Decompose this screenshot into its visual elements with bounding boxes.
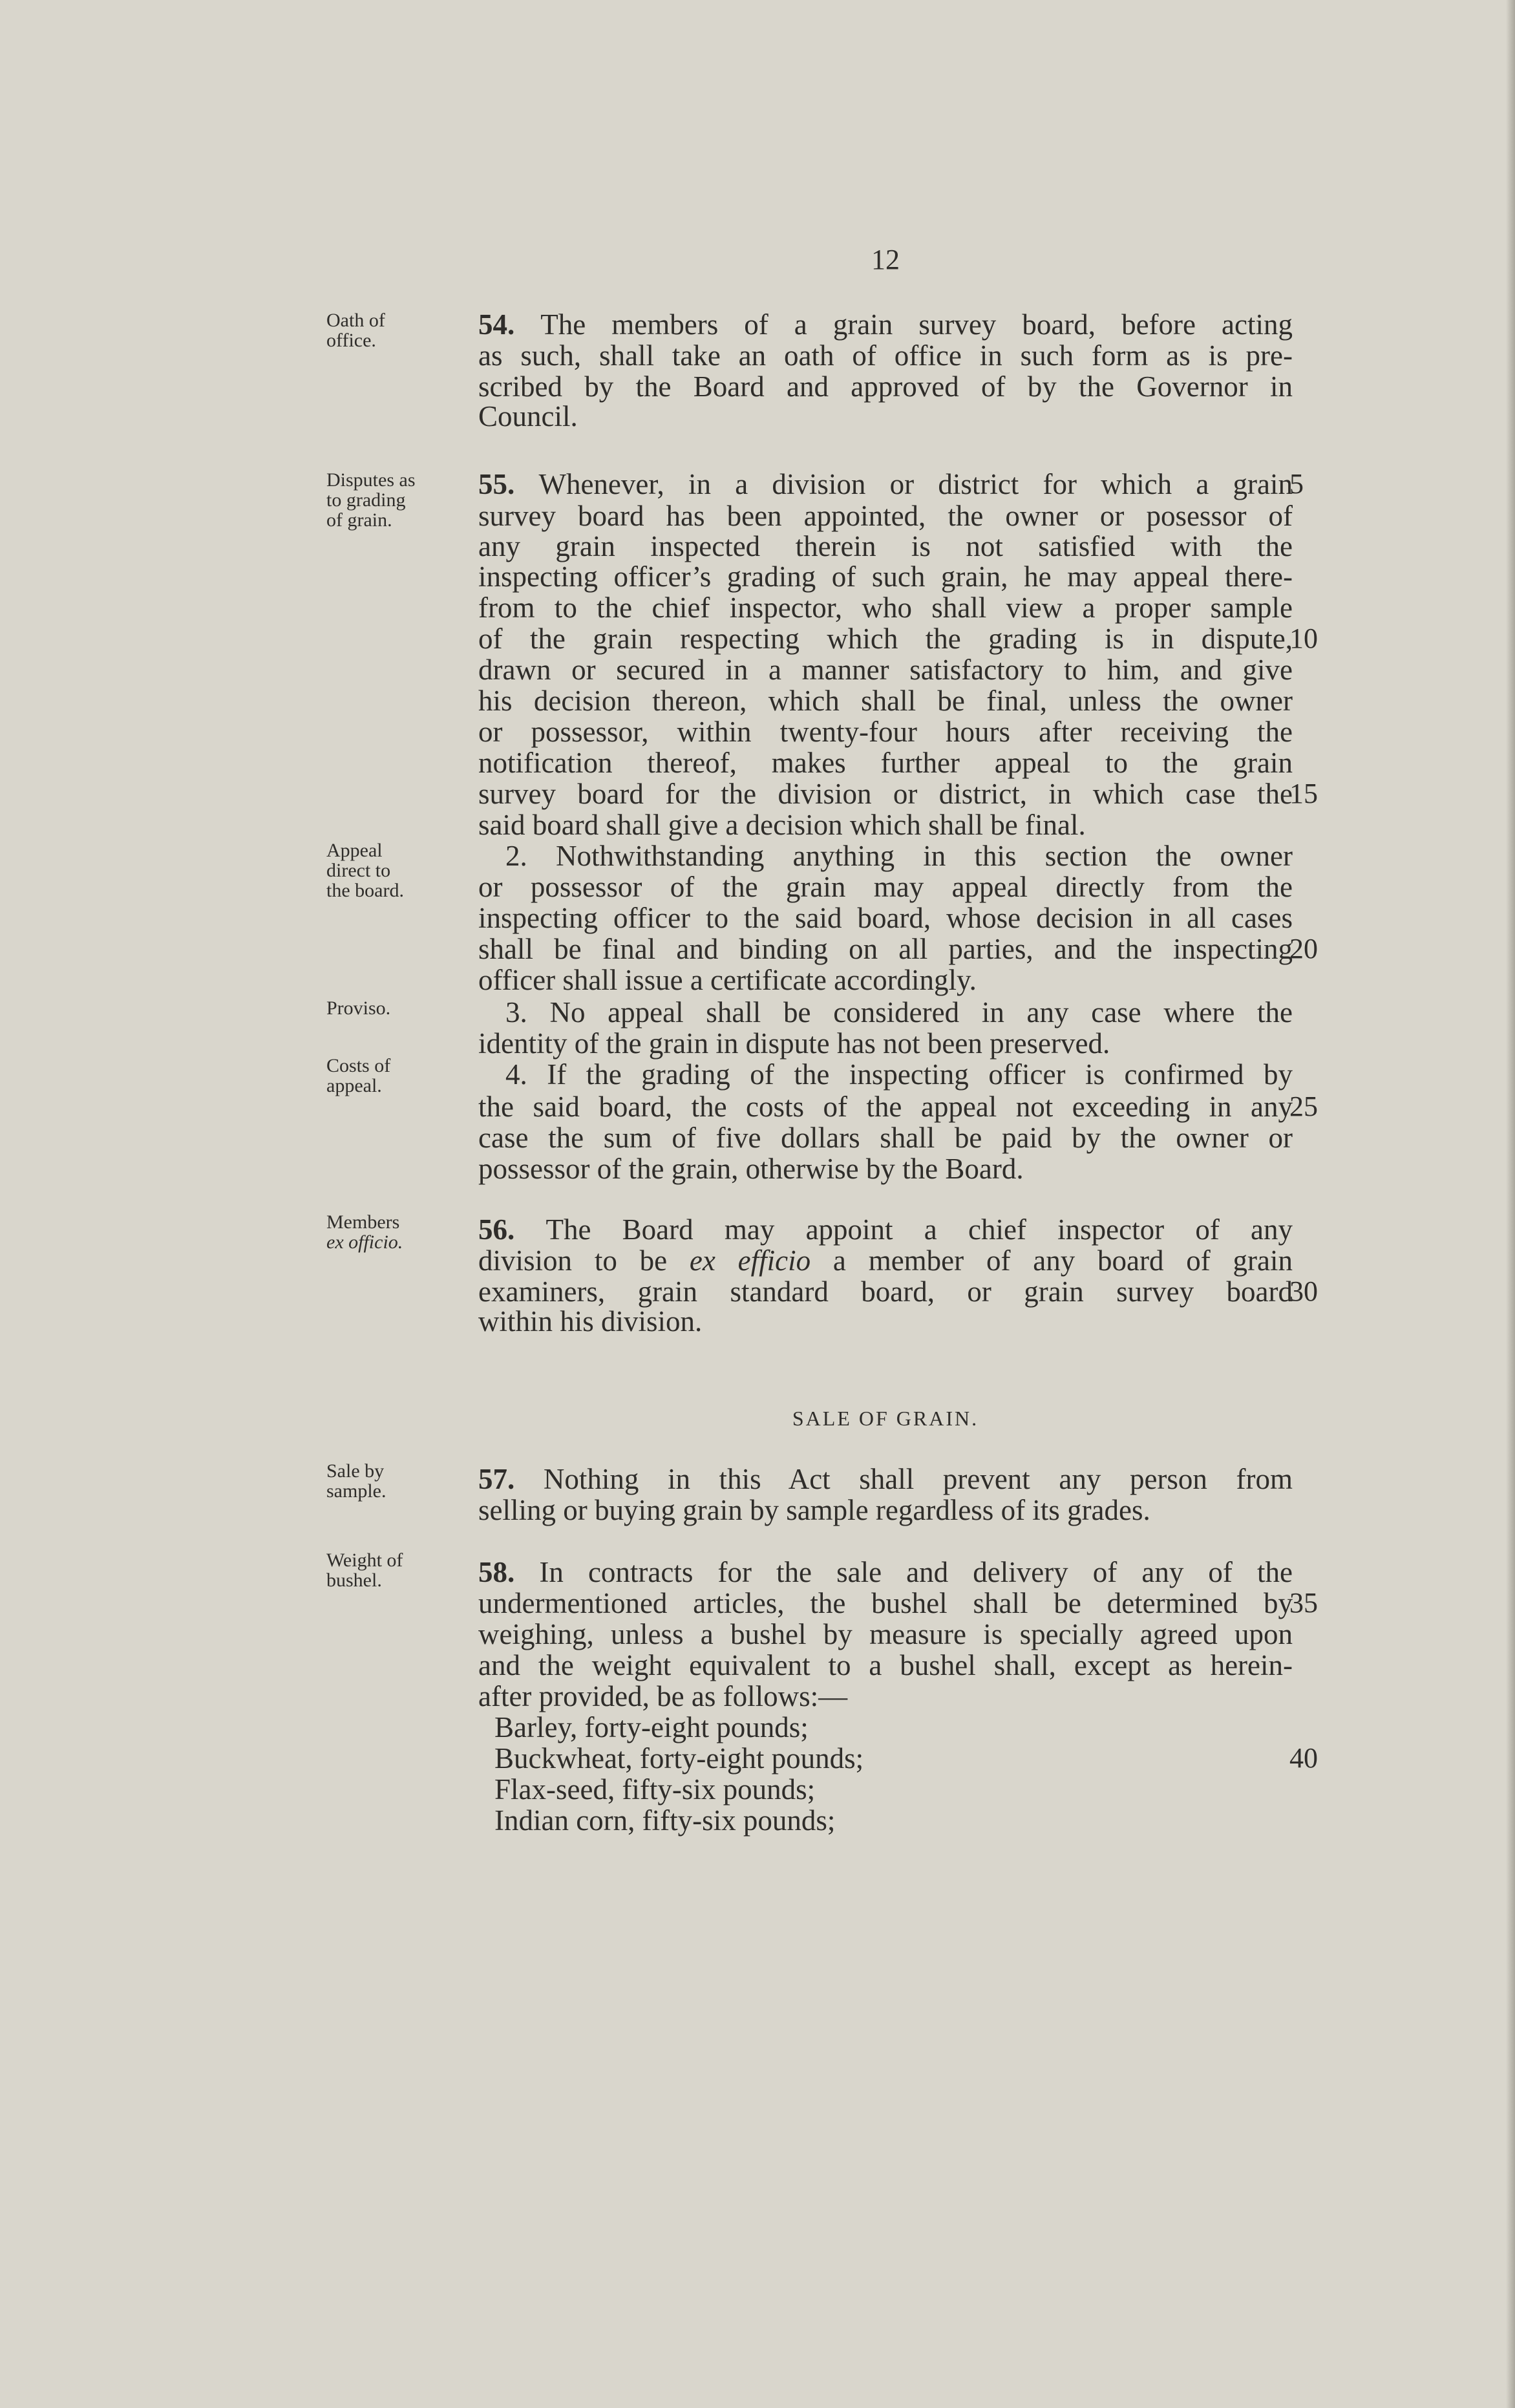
text-line: and the weight equivalent to a bushel shall, except as herein-	[478, 1649, 1293, 1681]
text-line: after provided, be as follows:—	[478, 1680, 848, 1712]
margin-note-line: appeal.	[326, 1075, 382, 1096]
margin-note-line: Appeal	[326, 840, 383, 861]
section-number: 58.	[478, 1556, 540, 1588]
text-line: survey board has been appointed, the owner or posessor of	[478, 500, 1293, 532]
italic-term: ex efficio	[689, 1244, 811, 1277]
line-number: 30	[1289, 1275, 1318, 1307]
line-number: 25	[1289, 1091, 1318, 1122]
text-line: or possessor of the grain may appeal directly from the	[478, 871, 1293, 903]
section-number: 54.	[478, 308, 541, 341]
margin-note-disputes	[326, 470, 456, 530]
text-line: Indian corn, fifty-six pounds;	[494, 1804, 836, 1837]
text-line: his decision thereon, which shall be final, unless the owner	[478, 685, 1293, 717]
line-number: 15	[1289, 778, 1318, 809]
margin-note-line: Oath of	[326, 310, 385, 331]
text-line: 55. Whenever, in a division or district for which a grain	[478, 468, 1293, 500]
text-line: within his division.	[478, 1305, 703, 1337]
text-line: inspecting officer’s grading of such grain, he may appeal there-	[478, 560, 1293, 593]
margin-note-line: sample.	[326, 1480, 387, 1502]
section-number: 55.	[478, 468, 539, 500]
margin-note-line: ex officio.	[326, 1231, 403, 1253]
section-heading: SALE OF GRAIN.	[792, 1407, 979, 1430]
text-line: identity of the grain in dispute has not been preserved.	[478, 1027, 1110, 1060]
text-line: 58. In contracts for the sale and delivery of any of the	[478, 1556, 1293, 1588]
text-line: Barley, forty-eight pounds;	[494, 1711, 809, 1743]
text-line: weighing, unless a bushel by measure is specially agreed upon	[478, 1618, 1293, 1650]
text-line: from to the chief inspector, who shall view a proper sample	[478, 591, 1293, 624]
margin-note-line: Costs of	[326, 1055, 391, 1076]
text-line: case the sum of five dollars shall be paid by the owner or	[478, 1122, 1293, 1154]
margin-note-members	[326, 1212, 456, 1252]
text-line: 2. Nothwithstanding anything in this section the owner	[505, 840, 1293, 872]
text-line: any grain inspected therein is not satisfied with the	[478, 530, 1293, 562]
margin-note-line: of grain.	[326, 509, 392, 531]
margin-note-costs	[326, 1056, 456, 1096]
text-line: inspecting officer to the said board, whose decision in all cases	[478, 902, 1293, 934]
text-line: notification thereof, makes further appeal to the grain	[478, 747, 1293, 779]
margin-note-sale	[326, 1461, 456, 1501]
text-line: examiners, grain standard board, or grain survey board	[478, 1275, 1293, 1308]
text-line: the said board, the costs of the appeal not exceeding in any	[478, 1091, 1293, 1123]
line-number: 10	[1289, 623, 1318, 654]
page-edge	[1506, 0, 1515, 2408]
margin-note-line: office.	[326, 330, 376, 351]
page-number: 12	[871, 244, 900, 275]
line-number: 20	[1289, 933, 1318, 964]
text-line: officer shall issue a certificate accordingly.	[478, 964, 977, 996]
margin-note-line: Weight of	[326, 1550, 403, 1571]
margin-note-line: Proviso.	[326, 997, 391, 1019]
margin-note-line: bushel.	[326, 1570, 382, 1591]
text-line: 57. Nothing in this Act shall prevent any person from	[478, 1463, 1293, 1495]
text-line: division to be ex efficio a member of any board of grain	[478, 1244, 1293, 1277]
text-line: shall be final and binding on all parties, and the inspecting	[478, 933, 1293, 965]
line-number: 35	[1289, 1587, 1318, 1619]
text-line: 56. The Board may appoint a chief inspector of any	[478, 1213, 1293, 1246]
text-line: survey board for the division or district, in which case the	[478, 778, 1293, 810]
line-number: 40	[1289, 1742, 1318, 1774]
margin-note-line: the board.	[326, 880, 404, 901]
text-line: selling or buying grain by sample regardless of its grades.	[478, 1494, 1150, 1526]
text-line: 3. No appeal shall be considered in any case where the	[505, 996, 1293, 1028]
margin-note-line: Members	[326, 1211, 400, 1233]
text-line: Buckwheat, forty-eight pounds;	[494, 1742, 864, 1774]
text-line: Council.	[478, 400, 578, 432]
margin-note-weight	[326, 1550, 456, 1590]
margin-note-oath	[326, 310, 456, 350]
section-number: 56.	[478, 1213, 546, 1246]
text-line: scribed by the Board and approved of by the Governor in	[478, 370, 1293, 403]
text-line: 4. If the grading of the inspecting officer is confirmed by	[505, 1058, 1293, 1091]
text-line: or possessor, within twenty-four hours after receiving the	[478, 716, 1293, 748]
text-line: undermentioned articles, the bushel shall be determined by	[478, 1587, 1293, 1619]
text-line: said board shall give a decision which shall be final.	[478, 809, 1086, 841]
text-line: possessor of the grain, otherwise by the Board.	[478, 1153, 1024, 1185]
margin-note-line: Sale by	[326, 1460, 385, 1482]
margin-note-line: to grading	[326, 489, 406, 511]
line-number: 5	[1289, 468, 1304, 500]
margin-note-proviso	[326, 998, 456, 1018]
text-line: of the grain respecting which the grading is in dispute,	[478, 623, 1293, 655]
margin-note-appeal	[326, 840, 456, 900]
section-number: 57.	[478, 1463, 544, 1495]
margin-note-line: direct to	[326, 860, 391, 881]
text-line: as such, shall take an oath of office in such form as is pre-	[478, 339, 1293, 372]
text-line: drawn or secured in a manner satisfactory to him, and give	[478, 654, 1293, 686]
text-line: 54. The members of a grain survey board, before acting	[478, 308, 1293, 341]
margin-note-line: Disputes as	[326, 469, 416, 491]
text-line: Flax-seed, fifty-six pounds;	[494, 1773, 816, 1806]
